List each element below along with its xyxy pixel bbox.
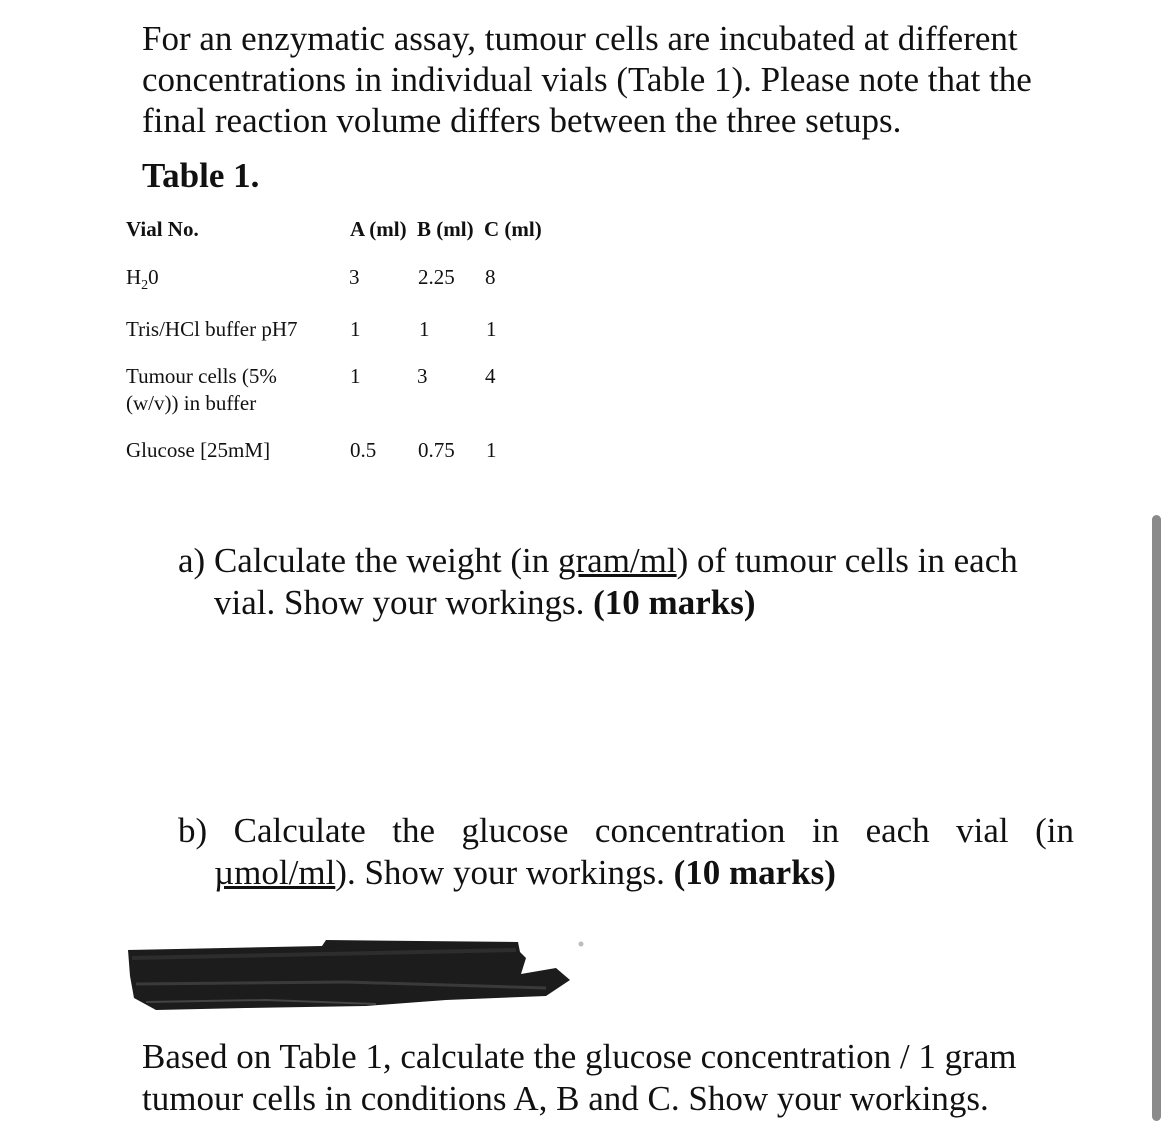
cell-a: 1 [350,364,361,388]
header-vial-no: Vial No. [126,217,199,241]
cell-a: 0.5 [350,438,377,462]
row-label-tumour-cells: Tumour cells (5% (w/v)) in buffer [126,364,277,415]
table-title: Table 1. [142,156,260,195]
row-label-buffer: Tris/HCl buffer pH7 [126,317,298,341]
cell-a: 1 [350,317,361,341]
question-b: b) Calculate the glucose concentration in each vial (in µmol/ml). Show your workings. (10 marks) [178,811,1074,892]
header-a: A (ml) [350,217,407,241]
cell-c: 1 [486,317,497,341]
cell-c: 8 [485,265,496,289]
row-label-water: $H_20$ [126,265,159,294]
redaction-scribble [126,936,586,1016]
question-c: Based on Table 1, calculate the glucose concentration / 1 gram tumour cells in conditions A, B and C. Show your workings. [142,1037,1017,1118]
intro-paragraph: For an enzymatic assay, tumour cells are incubated at different concentrations in individual vials (Table 1). Please note that the final reaction volume differs between the three setups. [142,19,1032,140]
cell-b: 2.25 [418,265,455,289]
question-a: a) Calculate the weight (in gram/ml) of tumour cells in each vial. Show your workings. (10 marks) [178,541,1018,622]
cell-a: 3 [349,265,360,289]
scrollbar[interactable] [1152,515,1161,1121]
header-c: C (ml) [484,217,542,241]
cell-c: 4 [485,364,496,388]
cell-b: 0.75 [418,438,455,462]
cell-c: 1 [486,438,497,462]
cell-b: 3 [417,364,428,388]
row-label-glucose: Glucose [25mM] [126,438,271,462]
cell-b: 1 [419,317,430,341]
header-b: B (ml) [417,217,474,241]
